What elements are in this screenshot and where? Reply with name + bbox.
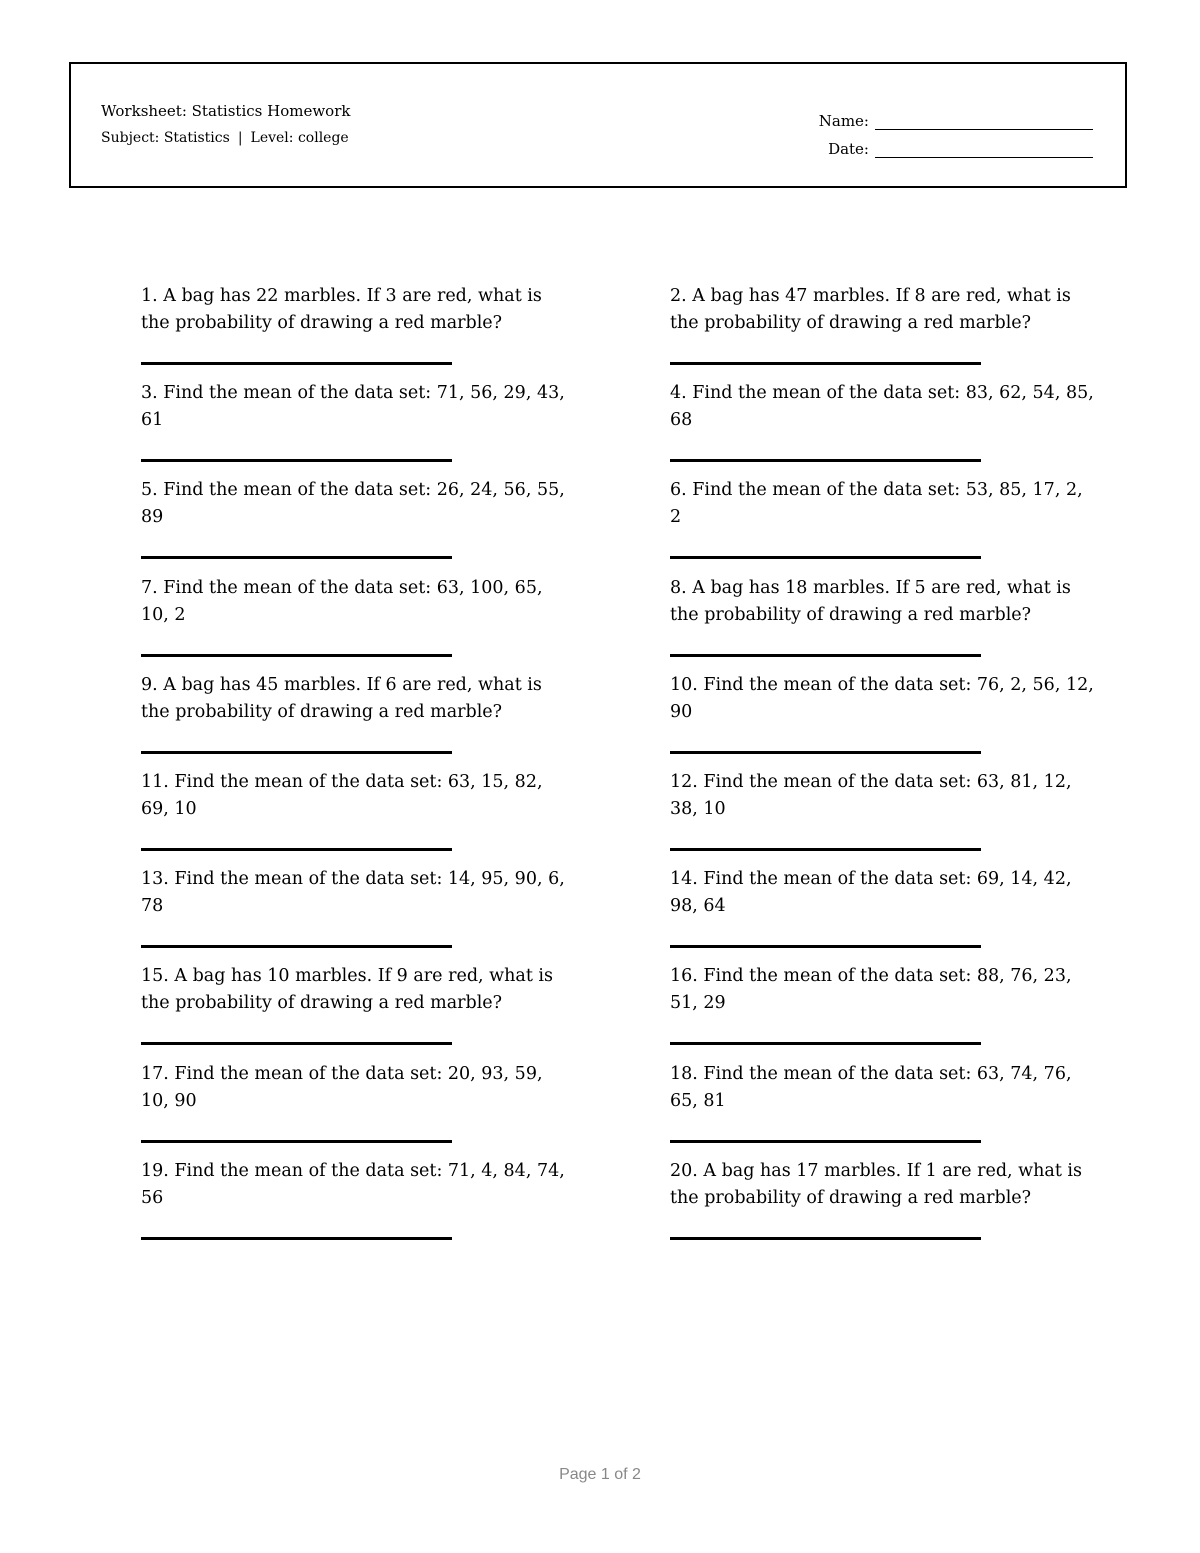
name-label: Name: [818, 112, 869, 130]
question-item [141, 477, 670, 574]
name-field[interactable] [875, 115, 1093, 130]
name-row [819, 102, 1093, 130]
question-text: 9. A bag has 45 marbles. If 6 are red, what is the probability of drawing a red marble? [141, 674, 542, 722]
question-text: 12. Find the mean of the data set: 63, 81, 12, 38, 10 [670, 771, 1072, 819]
answer-line[interactable] [141, 1042, 452, 1045]
question-text: 15. A bag has 10 marbles. If 9 are red, what is the probability of drawing a red marble? [141, 966, 554, 1014]
student-fields [819, 102, 1093, 158]
header-info [101, 102, 350, 146]
question-text: 8. A bag has 18 marbles. If 5 are red, what is the probability of drawing a red marble? [670, 577, 1071, 625]
question-text: 14. Find the mean of the data set: 69, 14, 42, 98, 64 [670, 869, 1072, 917]
question-item [141, 769, 670, 866]
answer-line[interactable] [670, 556, 981, 559]
subject-level-line [101, 130, 350, 146]
question-item [670, 672, 1101, 769]
question-text: 19. Find the mean of the data set: 71, 4, 84, 74, 56 [141, 1160, 565, 1208]
question-text: 6. Find the mean of the data set: 53, 85, 17, 2, 2 [670, 480, 1083, 528]
question-item [670, 1158, 1101, 1255]
question-item [141, 1061, 670, 1158]
question-item [670, 866, 1101, 963]
answer-line[interactable] [670, 1237, 981, 1240]
question-item [670, 477, 1101, 574]
answer-line[interactable] [670, 751, 981, 754]
question-text: 17. Find the mean of the data set: 20, 93, 59, 10, 90 [141, 1063, 543, 1111]
question-text: 3. Find the mean of the data set: 71, 56, 29, 43, 61 [141, 383, 565, 431]
answer-line[interactable] [141, 556, 452, 559]
date-field[interactable] [875, 143, 1093, 158]
question-item [141, 1158, 670, 1255]
question-item [141, 672, 670, 769]
question-text: 4. Find the mean of the data set: 83, 62, 54, 85, 68 [670, 383, 1094, 431]
question-item [141, 283, 670, 380]
answer-line[interactable] [670, 1140, 981, 1143]
answer-line[interactable] [141, 751, 452, 754]
question-text: 7. Find the mean of the data set: 63, 100, 65, 10, 2 [141, 577, 543, 625]
date-label: Date: [828, 140, 869, 158]
question-item [141, 380, 670, 477]
question-text: 2. A bag has 47 marbles. If 8 are red, what is the probability of drawing a red marble? [670, 286, 1071, 333]
question-text: 10. Find the mean of the data set: 76, 2, 56, 12, 90 [670, 674, 1094, 722]
answer-line[interactable] [670, 1042, 981, 1045]
subject-label: Subject: Statistics [101, 130, 230, 146]
level-label: Level: college [250, 130, 349, 146]
question-text: 18. Find the mean of the data set: 63, 74, 76, 65, 81 [670, 1063, 1072, 1111]
question-grid [141, 283, 1101, 1255]
answer-line[interactable] [670, 654, 981, 657]
question-text: 1. A bag has 22 marbles. If 3 are red, what is the probability of drawing a red marble? [141, 286, 542, 333]
answer-line[interactable] [141, 459, 452, 462]
question-item [670, 380, 1101, 477]
answer-line[interactable] [141, 654, 452, 657]
worksheet-title: Worksheet: Statistics Homework [101, 102, 351, 120]
answer-line[interactable] [141, 848, 452, 851]
answer-line[interactable] [670, 945, 981, 948]
question-item [670, 769, 1101, 866]
separator: | [237, 130, 243, 146]
header-box [69, 62, 1127, 188]
question-text: 5. Find the mean of the data set: 26, 24, 56, 55, 89 [141, 480, 565, 528]
question-item [670, 283, 1101, 380]
page-number: Page 1 of 2 [559, 1466, 641, 1483]
question-item [141, 575, 670, 672]
question-item [141, 866, 670, 963]
question-text: 11. Find the mean of the data set: 63, 15, 82, 69, 10 [141, 771, 543, 819]
date-row [819, 130, 1093, 158]
question-item [670, 963, 1101, 1060]
question-text: 16. Find the mean of the data set: 88, 76, 23, 51, 29 [670, 966, 1072, 1014]
answer-line[interactable] [141, 362, 452, 365]
question-item [670, 1061, 1101, 1158]
answer-line[interactable] [670, 848, 981, 851]
answer-line[interactable] [141, 1237, 452, 1240]
question-text: 20. A bag has 17 marbles. If 1 are red, what is the probability of drawing a red marble? [670, 1160, 1083, 1208]
question-text: 13. Find the mean of the data set: 14, 95, 90, 6, 78 [141, 869, 565, 917]
answer-line[interactable] [670, 362, 981, 365]
answer-line[interactable] [670, 459, 981, 462]
question-item [141, 963, 670, 1060]
answer-line[interactable] [141, 945, 452, 948]
answer-line[interactable] [141, 1140, 452, 1143]
question-item [670, 575, 1101, 672]
